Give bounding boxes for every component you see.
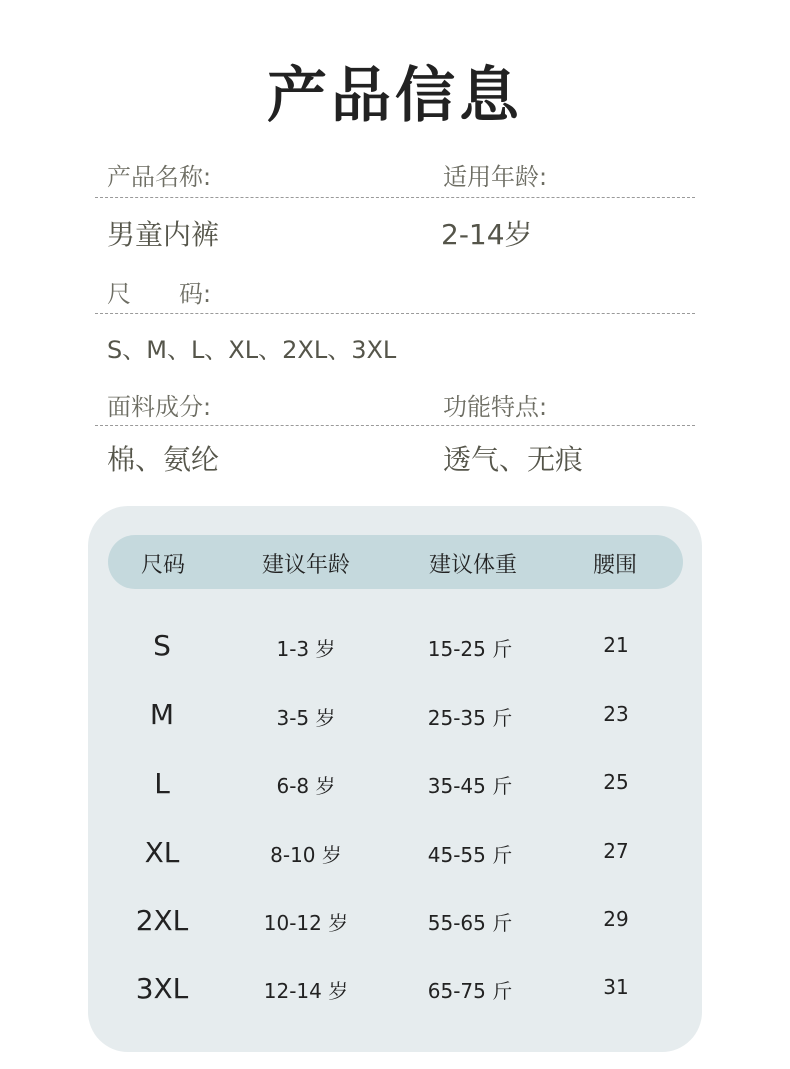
cell-size: S [153, 629, 171, 662]
cell-waist: 21 [603, 633, 629, 657]
product-name-value: 男童内裤 [107, 218, 220, 251]
cell-size: XL [144, 836, 180, 869]
cell-size: L [154, 767, 170, 800]
cell-age: 8-10 岁 [270, 843, 342, 867]
size-label: 尺 码: [107, 280, 212, 308]
divider [95, 425, 695, 426]
divider [95, 313, 695, 314]
cell-weight: 25-35 斤 [427, 706, 513, 730]
header-weight: 建议体重 [428, 553, 517, 578]
cell-waist: 25 [603, 770, 629, 794]
cell-size: 3XL [135, 972, 189, 1005]
cell-weight: 35-45 斤 [427, 774, 513, 798]
age-label: 适用年龄: [443, 163, 548, 191]
cell-age: 10-12 岁 [263, 911, 349, 935]
cell-waist: 23 [603, 702, 629, 726]
cell-weight: 55-65 斤 [427, 911, 513, 935]
cell-waist: 31 [603, 975, 629, 999]
feature-label: 功能特点: [443, 393, 548, 421]
feature-value: 透气、无痕 [443, 443, 584, 476]
material-label: 面料成分: [107, 393, 212, 421]
header-waist: 腰围 [592, 553, 637, 578]
cell-age: 3-5 岁 [276, 706, 336, 730]
cell-age: 12-14 岁 [263, 979, 349, 1003]
cell-size: 2XL [135, 904, 189, 937]
cell-waist: 27 [603, 839, 629, 863]
header-size: 尺码 [140, 553, 185, 578]
cell-weight: 15-25 斤 [427, 637, 513, 661]
cell-weight: 65-75 斤 [427, 979, 513, 1003]
page-title: 产品信息 [267, 61, 523, 131]
cell-waist: 29 [603, 907, 629, 931]
divider [95, 197, 695, 198]
cell-size: M [149, 698, 175, 731]
cell-weight: 45-55 斤 [427, 843, 513, 867]
header-age: 建议年龄 [261, 553, 350, 578]
cell-age: 1-3 岁 [276, 637, 336, 661]
size-value: S、M、L、XL、2XL、3XL [107, 336, 397, 364]
product-name-label: 产品名称: [107, 163, 212, 191]
cell-age: 6-8 岁 [276, 774, 336, 798]
age-value: 2-14岁 [441, 218, 533, 251]
material-value: 棉、氨纶 [107, 443, 220, 476]
